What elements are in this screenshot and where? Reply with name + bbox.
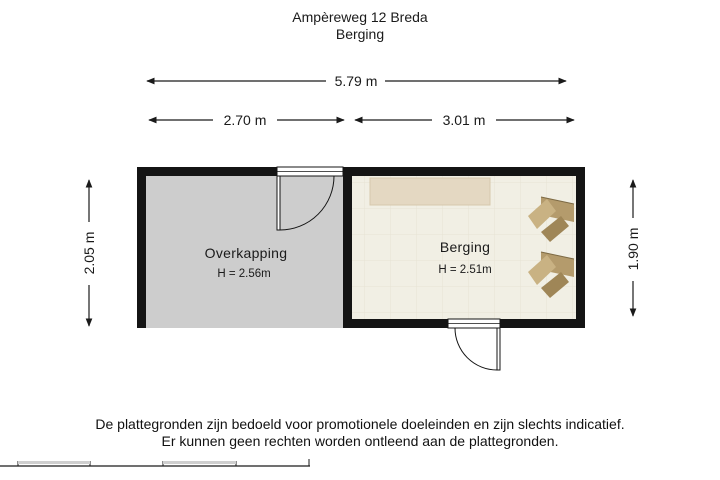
dimension-total-width xyxy=(147,73,566,89)
scale-bar xyxy=(0,459,310,466)
room-height-berging: H = 2.51m xyxy=(438,264,492,276)
dimension-left-height xyxy=(81,180,97,326)
bench xyxy=(370,178,490,205)
right-width-label: 3.01 m xyxy=(442,112,486,128)
left-height-label: 2.05 m xyxy=(81,231,97,275)
plan-subtitle: Berging xyxy=(335,26,385,42)
total-width-label: 5.79 m xyxy=(334,73,378,89)
disclaimer-line-2: Er kunnen geen rechten worden ontleend aan de plattegronden. xyxy=(161,433,559,449)
dimension-right-height xyxy=(625,180,641,316)
room-label-overkapping: Overkapping xyxy=(204,245,288,261)
room-label-berging: Berging xyxy=(439,239,491,255)
dimension-left-width xyxy=(149,112,344,128)
dimension-right-width xyxy=(355,112,574,128)
plan-title: Ampèreweg 12 Breda xyxy=(292,9,428,25)
right-height-label: 1.90 m xyxy=(625,227,641,271)
disclaimer-line-1: De plattegronden zijn bedoeld voor promotionele doeleinden en zijn slechts indicatief. xyxy=(95,416,625,432)
door-berging xyxy=(448,319,500,370)
room-height-overkapping: H = 2.56m xyxy=(217,268,271,280)
left-width-label: 2.70 m xyxy=(223,112,267,128)
